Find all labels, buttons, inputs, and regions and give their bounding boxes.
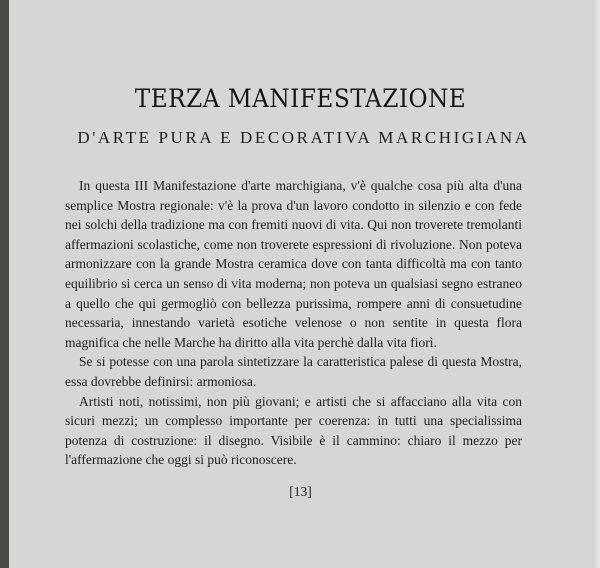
page-number: [13] bbox=[289, 484, 312, 499]
paragraph-2: Se si potesse con una parola sintetizzare la caratteristica palese di questa Mostra, essa dovrebbe definirsi: armoniosa. bbox=[65, 354, 522, 389]
paragraph-1: In questa III Manifestazione d'arte marchigiana, v'è qualche cosa più alta d'una semplice Mostra regionale: v'è la prova d'un lavoro condotto in silenzio e con fede nei solchi della tradizione ma con fremiti nuovi di vita. Qui non troverete tremolanti affermazioni scolastiche, come non troverete espressioni di rivoluzione. Non poteva armonizzare con la grande Mostra ceramica dove con tanta difficoltà ma con tanto equilibrio si cerca un senso di vita moderna; non poteva un qualsiasi segno estraneo a quello che qui germogliò con bellezza purissima, rompere anni di consuetudine necessaria, innestando varietà esotiche velenose o non sentite in questa flora magnifica che nelle Marche ha diritto alla vita perchè dalla vita fiorì. bbox=[65, 178, 522, 350]
document-page bbox=[9, 0, 592, 568]
page-subtitle: D'ARTE PURA E DECORATIVA MARCHIGIANA bbox=[77, 128, 530, 147]
body-text bbox=[65, 176, 522, 470]
scan-right-edge bbox=[592, 0, 600, 568]
page-title: TERZA MANIFESTAZIONE bbox=[134, 84, 467, 113]
scan-left-edge-shadow bbox=[0, 0, 9, 568]
paragraph-3: Artisti noti, notissimi, non più giovani; e artisti che si affacciano alla vita con sicuri mezzi; un complesso importante per coerenza: in tutti una specialissima potenza di costruzione: il disegno. Visibile è il cammino: chiaro il mezzo per l'affermazione che oggi si può riconoscere. bbox=[65, 393, 522, 468]
